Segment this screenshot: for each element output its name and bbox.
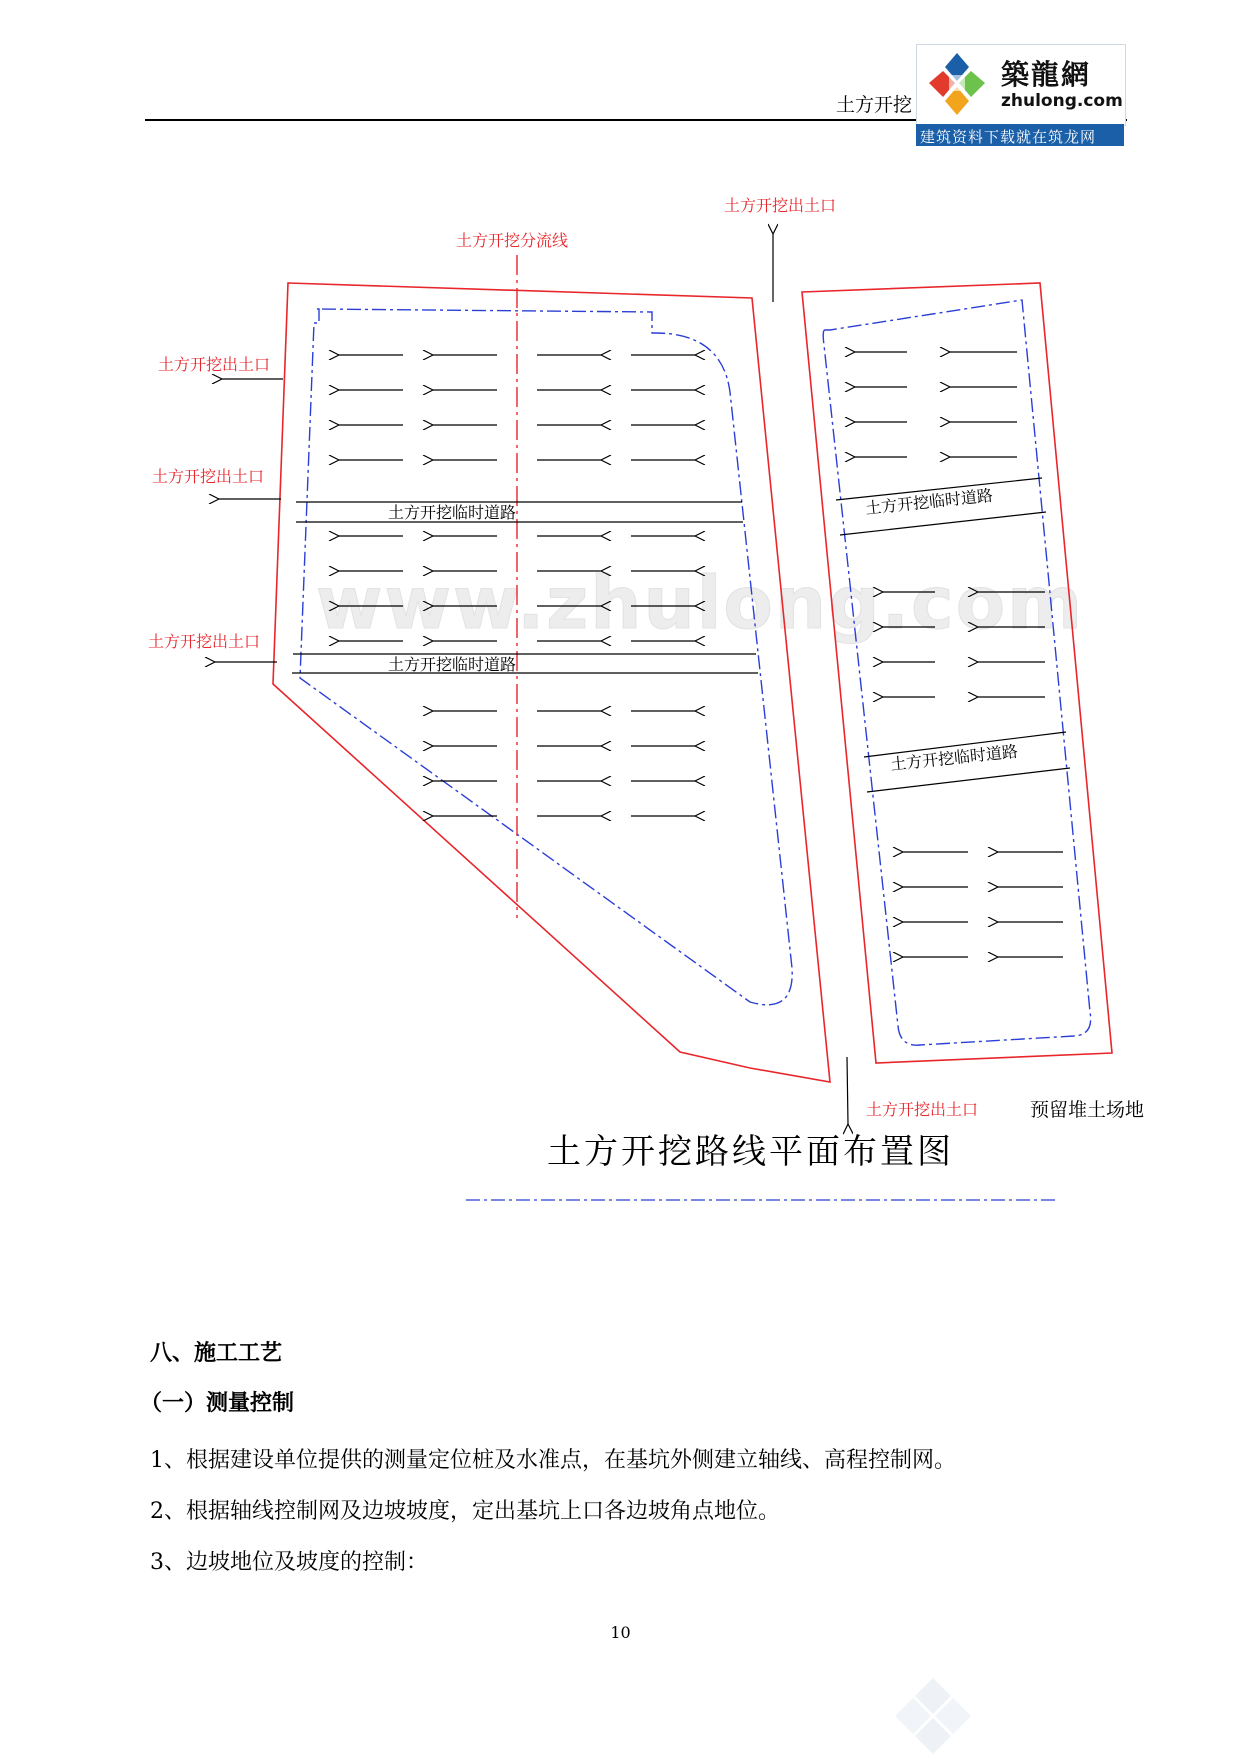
logo-slogan: 建筑资料下载就在筑龙网 bbox=[920, 128, 1097, 146]
left-excavation-line bbox=[300, 309, 792, 1005]
running-header-title: 土方开挖 bbox=[836, 94, 913, 116]
split-line-label: 土方开挖分流线 bbox=[456, 231, 569, 250]
exit-label-bottom: 土方开挖出土口 bbox=[866, 1100, 979, 1119]
paragraph-item-1: 1、根据建设单位提供的测量定位桩及水准点，在基坑外侧建立轴线、高程控制网。 bbox=[150, 1448, 956, 1473]
logo-domain: zhulong.com bbox=[1001, 91, 1123, 111]
figure-title: 土方开挖路线平面布置图 bbox=[547, 1132, 954, 1172]
watermark-logo-icon bbox=[893, 1674, 973, 1754]
temp-road-label-left-2: 土方开挖临时道路 bbox=[388, 655, 517, 674]
exit-label-top: 土方开挖出土口 bbox=[724, 196, 837, 215]
left-temp-road-2 bbox=[292, 654, 758, 673]
paragraph-item-3: 3、边坡地位及坡度的控制： bbox=[150, 1550, 428, 1575]
paragraph-item-2: 2、根据轴线控制网及边坡坡度，定出基坑上口各边坡角点地位。 bbox=[150, 1499, 780, 1524]
section-subheading: （一）测量控制 bbox=[140, 1390, 295, 1416]
section-heading: 八、施工工艺 bbox=[150, 1340, 283, 1366]
logo-name-cn: 築龍網 bbox=[1001, 58, 1092, 91]
exit-arrows bbox=[215, 234, 848, 1124]
temp-road-label-left-1: 土方开挖临时道路 bbox=[388, 503, 517, 522]
page-number: 10 bbox=[610, 1623, 631, 1642]
watermark-text: www.zhulong.com bbox=[316, 561, 1085, 645]
exit-label-left-3: 土方开挖出土口 bbox=[148, 632, 261, 651]
left-site-boundary bbox=[273, 283, 830, 1082]
right-area-arrows bbox=[855, 352, 1063, 957]
reserved-area-label: 预留堆土场地 bbox=[1030, 1099, 1145, 1121]
exit-label-left-2: 土方开挖出土口 bbox=[152, 467, 265, 486]
exit-arrow-bottom bbox=[847, 1057, 848, 1124]
right-site-boundary bbox=[802, 283, 1112, 1063]
left-temp-road-1 bbox=[296, 502, 743, 522]
exit-label-left-1: 土方开挖出土口 bbox=[158, 355, 271, 374]
temp-road-label-right-1: 土方开挖临时道路 bbox=[864, 485, 994, 518]
temp-road-label-right-2: 土方开挖临时道路 bbox=[889, 741, 1019, 774]
